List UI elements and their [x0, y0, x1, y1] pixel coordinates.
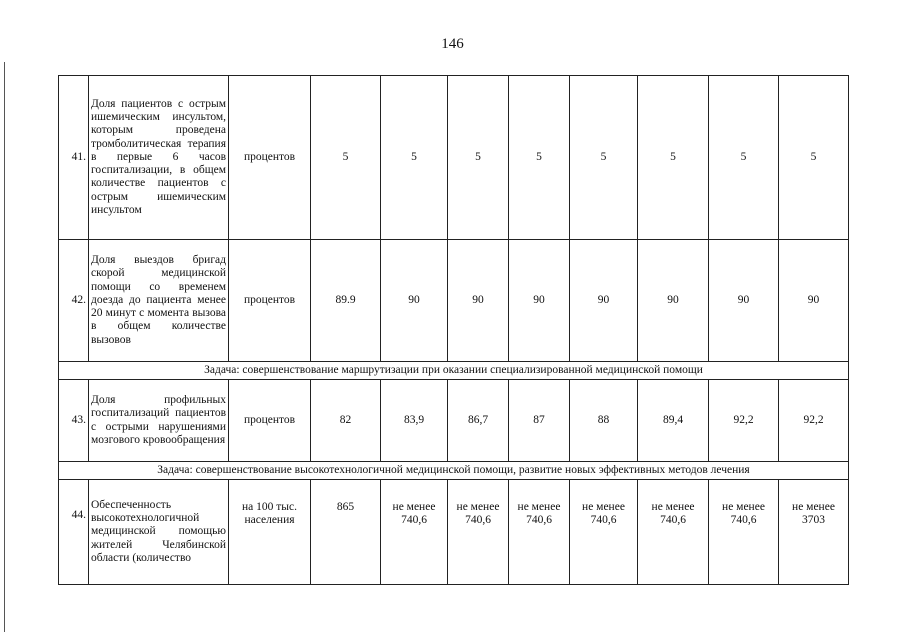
value-cell: 83,9 [381, 380, 448, 462]
value-cell: 90 [509, 240, 570, 362]
task-row [59, 362, 849, 380]
indicator-description: Доля профильных госпитализаций пациентов с острыми нарушениями мозгового кровообращения [89, 380, 229, 462]
indicator-description: Обеспеченность высокотехнологичной медицинской помощью жителей Челябинской области (количество [89, 480, 229, 585]
value-cell: 5 [570, 76, 638, 240]
row-number: 42. [59, 240, 89, 362]
value-cell: 89,4 [638, 380, 709, 462]
unit-cell: процентов [229, 380, 311, 462]
task-heading: Задача: совершенствование высокотехнологичной медицинской помощи, развитие новых эффективных методов лечения [59, 462, 849, 480]
value-cell: 92,2 [779, 380, 849, 462]
value-cell: 90 [570, 240, 638, 362]
value-cell: 865 [311, 480, 381, 585]
table-row [59, 380, 849, 462]
value-cell: 89.9 [311, 240, 381, 362]
value-cell: 90 [638, 240, 709, 362]
indicator-description: Доля пациентов с острым ишемическим инсультом, которым проведена тромболитическая терапия в первые 6 часов госпитализации, в общем количестве пациентов с острым ишемическим инсультом [89, 76, 229, 240]
indicators-table [58, 75, 849, 585]
table-row [59, 480, 849, 585]
value-cell: не менее 740,6 [509, 480, 570, 585]
value-cell: 88 [570, 380, 638, 462]
value-cell: 90 [381, 240, 448, 362]
value-cell: 5 [638, 76, 709, 240]
value-cell: не менее 3703 [779, 480, 849, 585]
task-heading: Задача: совершенствование маршрутизации при оказании специализированной медицинской помощи [59, 362, 849, 380]
margin-line [4, 62, 5, 632]
value-cell: 87 [509, 380, 570, 462]
value-cell: 5 [779, 76, 849, 240]
task-row [59, 462, 849, 480]
value-cell: 5 [448, 76, 509, 240]
row-number: 44. [59, 480, 89, 585]
value-cell: 5 [311, 76, 381, 240]
table-row [59, 76, 849, 240]
value-cell: не менее 740,6 [638, 480, 709, 585]
unit-cell: процентов [229, 240, 311, 362]
indicator-description: Доля выездов бригад скорой медицинской помощи со временем доезда до пациента менее 20 минут с момента вызова в общем количестве вызовов [89, 240, 229, 362]
row-number: 41. [59, 76, 89, 240]
value-cell: 5 [709, 76, 779, 240]
value-cell: 5 [381, 76, 448, 240]
value-cell: 90 [709, 240, 779, 362]
value-cell: 82 [311, 380, 381, 462]
value-cell: 90 [779, 240, 849, 362]
table-row [59, 240, 849, 362]
value-cell: 90 [448, 240, 509, 362]
value-cell: не менее 740,6 [448, 480, 509, 585]
row-number: 43. [59, 380, 89, 462]
value-cell: 5 [509, 76, 570, 240]
unit-cell: процентов [229, 76, 311, 240]
value-cell: не менее 740,6 [570, 480, 638, 585]
value-cell: не менее 740,6 [381, 480, 448, 585]
value-cell: 86,7 [448, 380, 509, 462]
unit-cell: на 100 тыс. населения [229, 480, 311, 585]
page-number: 146 [441, 36, 464, 52]
value-cell: не менее 740,6 [709, 480, 779, 585]
value-cell: 92,2 [709, 380, 779, 462]
